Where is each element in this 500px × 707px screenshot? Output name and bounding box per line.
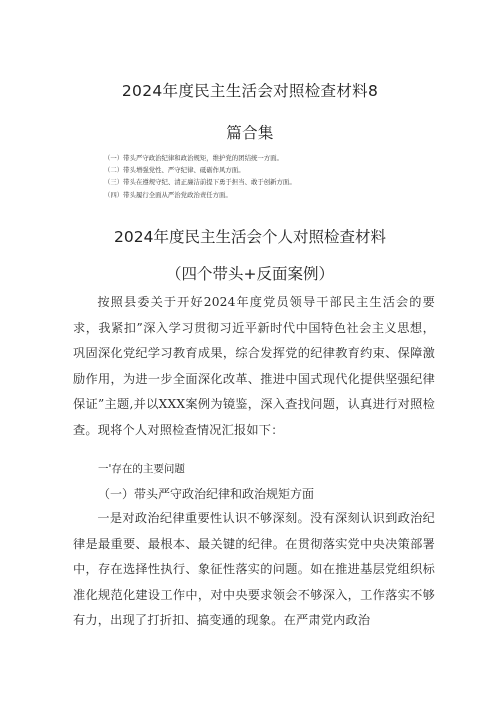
- document-title-line2: 篇合集: [226, 124, 274, 142]
- body-paragraph: 一是对政治纪律重要性认识不够深刻。没有深刻认识到政治纪律是最重要、最根本、最关键的纪律。在贯彻落实党中央决策部署中，存在选择性执行、象征性落实的问题。如在推进基层党组织标准化规范化建设工作中，对中央要求领会不够深入，工作落实不够有力，出现了打折扣、搞变通的现象。在严肃党内政治: [73, 511, 435, 628]
- toc-item: （一）带头严守政治纪律和政治规矩，维护党的团结统一方面。: [104, 154, 283, 162]
- toc-item: （四）带头履行全面从严治党政治责任方面。: [104, 190, 232, 199]
- toc-item: （三）带头在遵规守纪、清正廉洁前提下勇于担当、敢于创新方面。: [104, 178, 296, 187]
- table-of-contents: [104, 152, 424, 201]
- section-heading: 一'存在的主要问题: [98, 463, 185, 475]
- article-subtitle: （四个带头+反面案例）: [166, 265, 334, 283]
- article-title: 2024年度民主生活会个人对照检查材料: [114, 228, 386, 246]
- sub-heading: （一）带头严守政治纪律和政治规矩方面: [98, 487, 315, 501]
- document-title-line1: 2024年度民主生活会对照检查材料8: [121, 82, 379, 100]
- intro-paragraph: 按照县委关于开好2024年度党员领导干部民主生活会的要求，我紧扣”深入学习贯彻习近平新时代中国特色社会主义思想，巩固深化党纪学习教育成果，综合发挥党的纪律教育约束、保障激励作用，为进一步全面深化改革、推进中国式现代化提供坚强纪律保证”主题,并以XXX案例为镜鉴，深入查找问题，认真进行对照检查。现将个人对照检查情况汇报如下：: [73, 295, 435, 437]
- toc-item: （二）带头增强党性、严守纪律、砥砺作风方面。: [104, 166, 245, 175]
